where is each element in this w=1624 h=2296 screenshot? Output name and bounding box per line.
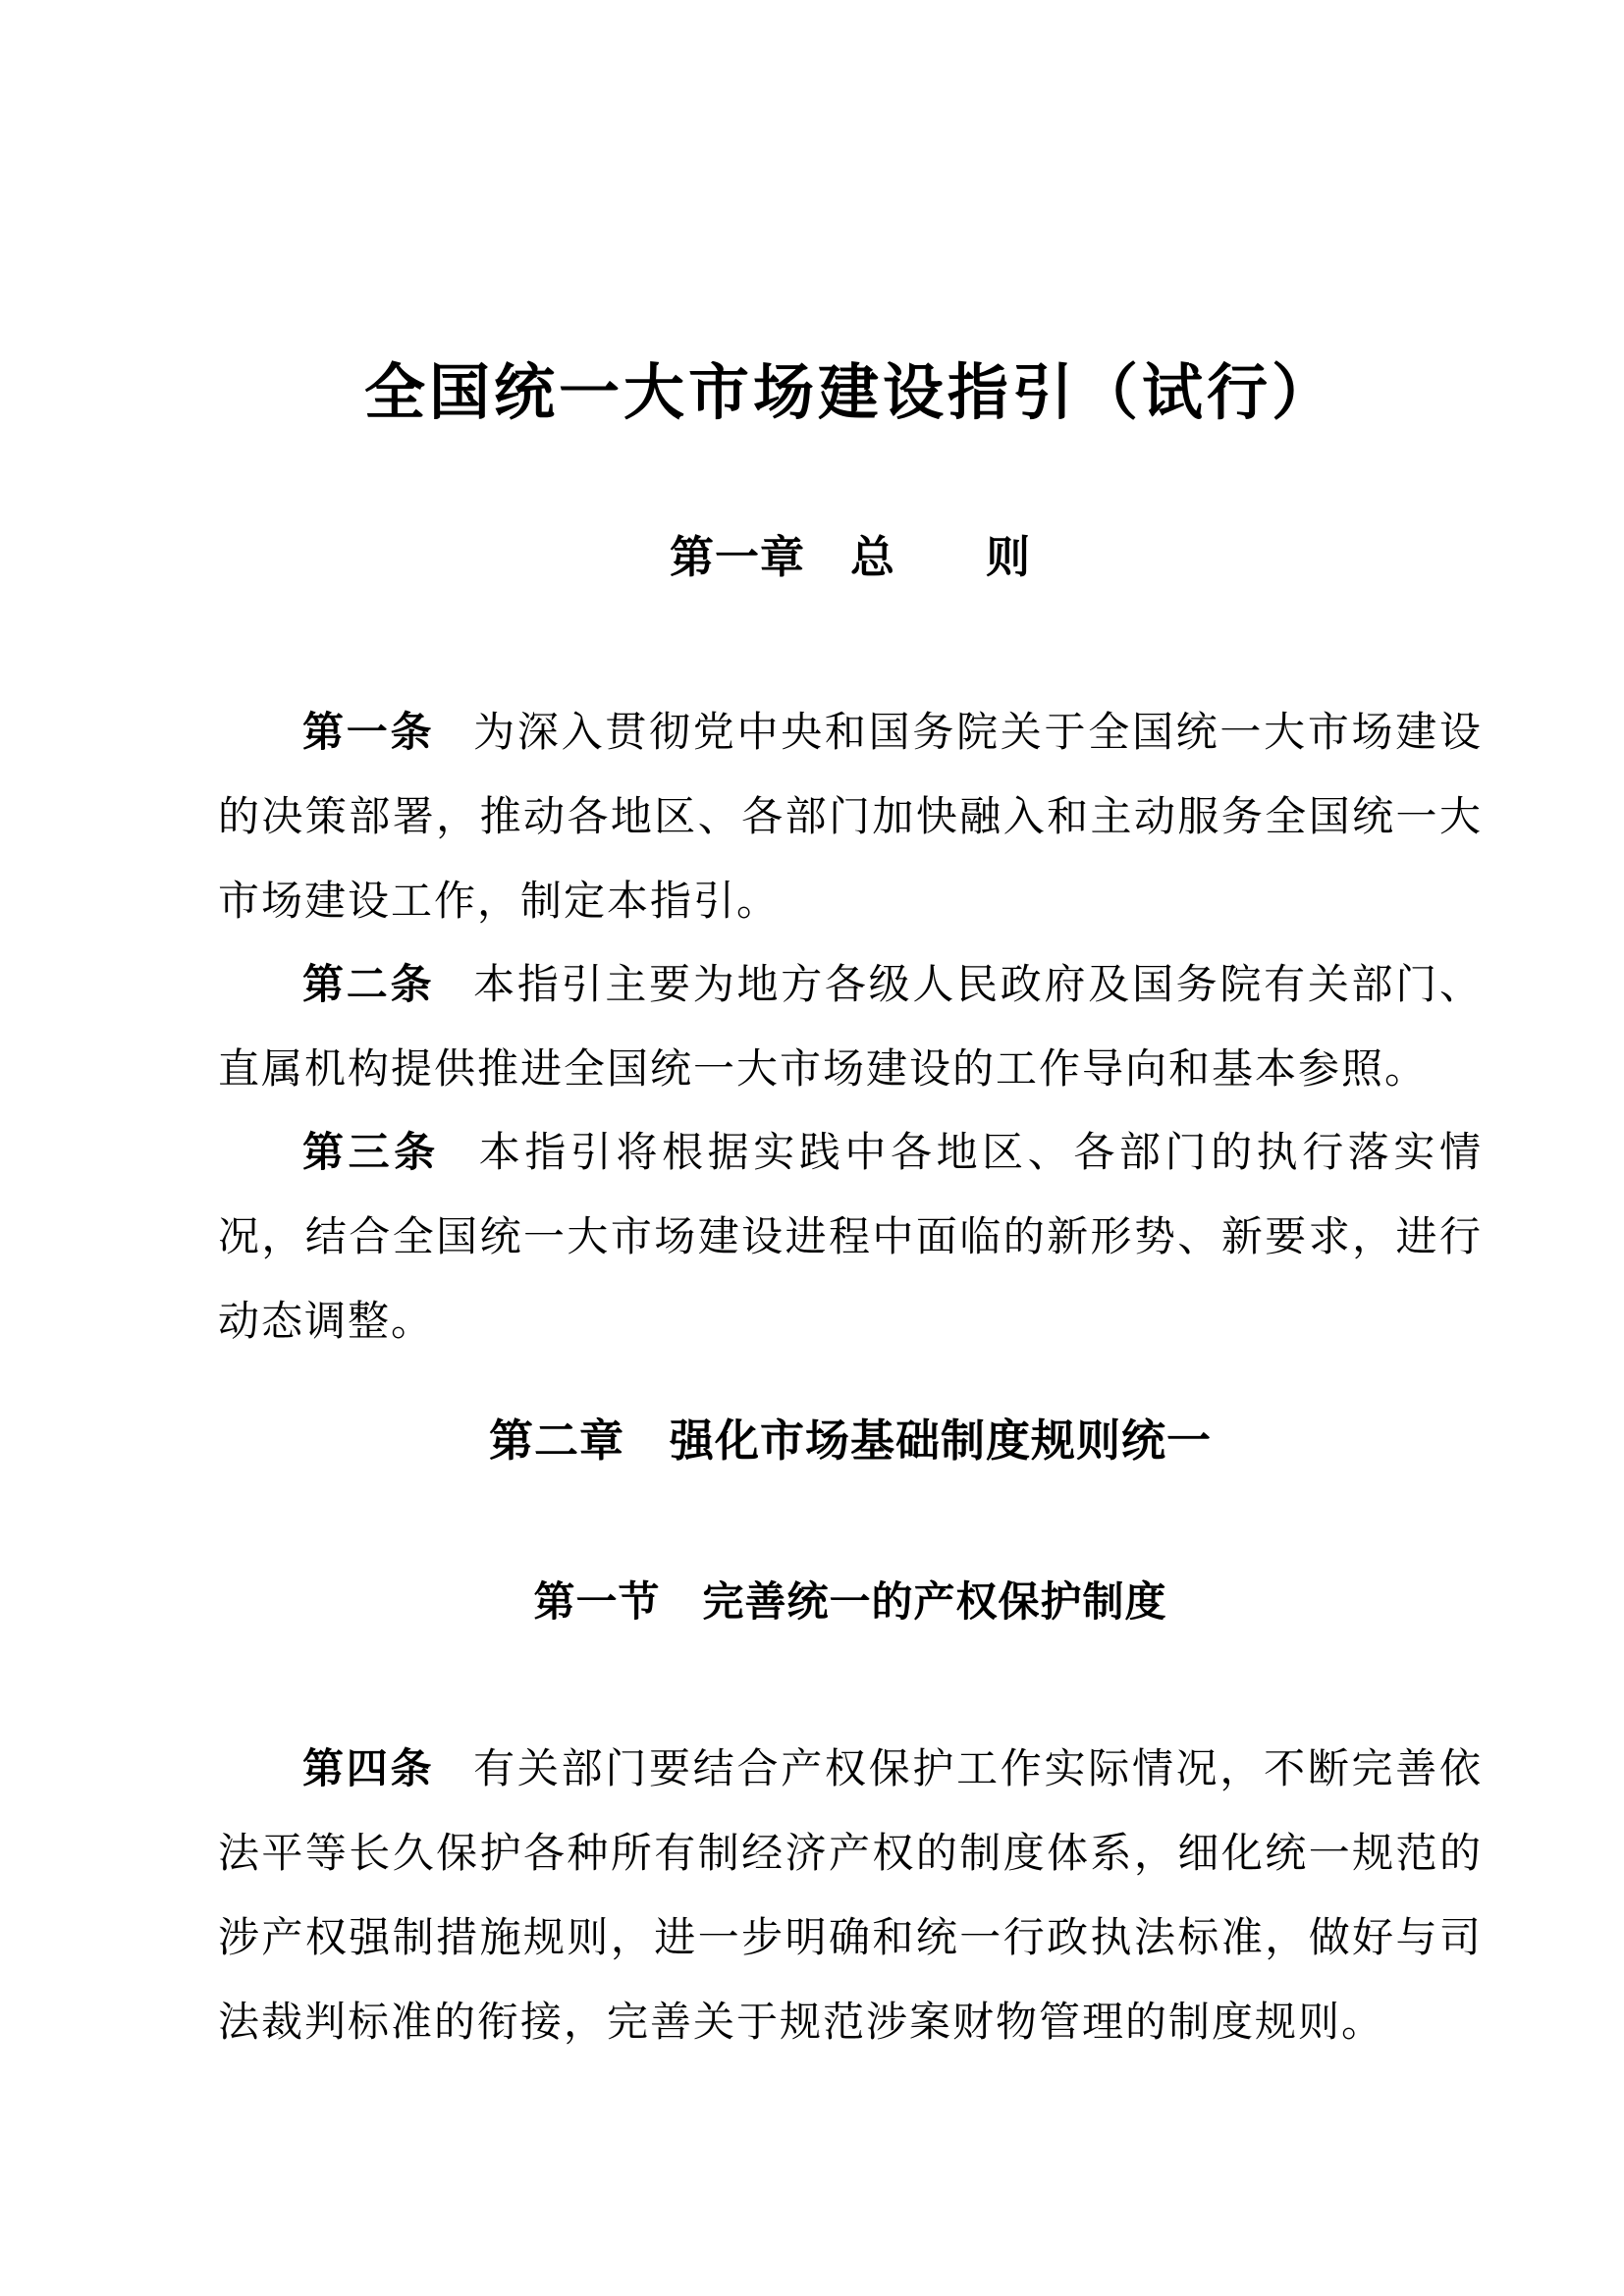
article-4-text: 有关部门要结合产权保护工作实际情况，不断完善依法平等长久保护各种所有制经济产权的制度体系，细化统一规范的涉产权强制措施规则，进一步明确和统一行政执法标准，做好与司法裁判标准的衔接，完善关于规范涉案财物管理的制度规则。 xyxy=(218,1747,1483,2046)
chapter-2-heading: 第二章 强化市场基础制度规则统一 xyxy=(488,1416,1212,1466)
article-2-number-label: 第二条 xyxy=(302,961,435,1007)
document-title: 全国统一大市场建设指引（试行） xyxy=(363,360,1336,427)
chapter-1-heading: 第一章 总 则 xyxy=(669,533,1031,582)
article-1-number-label: 第一条 xyxy=(302,709,435,755)
article-4-paragraph xyxy=(218,1727,1483,2065)
article-3-paragraph xyxy=(218,1110,1483,1364)
article-3-number-label: 第三条 xyxy=(302,1129,440,1175)
article-3-text: 本指引将根据实践中各地区、各部门的执行落实情况，结合全国统一大市场建设进程中面临的新形势、新要求，进行动态调整。 xyxy=(218,1131,1483,1345)
article-4-number-label: 第四条 xyxy=(302,1745,435,1791)
article-1-text: 为深入贯彻党中央和国务院关于全国统一大市场建设的决策部署，推动各地区、各部门加快融入和主动服务全国统一大市场建设工作，制定本指引。 xyxy=(218,711,1483,925)
article-1-paragraph xyxy=(218,690,1483,944)
article-2-text: 本指引主要为地方各级人民政府及国务院有关部门、直属机构提供推进全国统一大市场建设的工作导向和基本参照。 xyxy=(218,963,1483,1093)
article-2-paragraph xyxy=(218,942,1483,1112)
section-1-heading: 第一节 完善统一的产权保护制度 xyxy=(533,1578,1167,1625)
